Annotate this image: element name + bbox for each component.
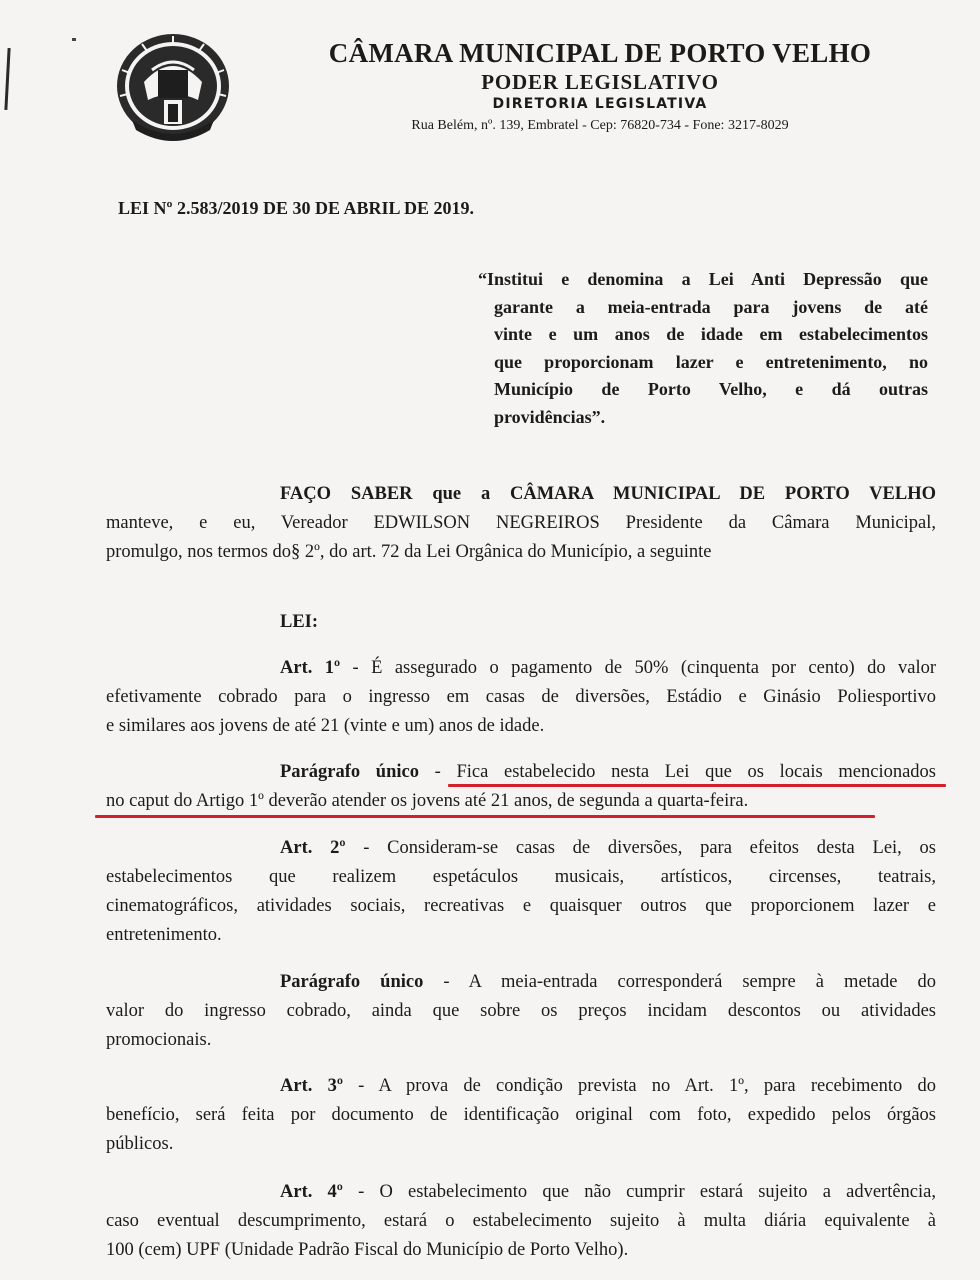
article-4 bbox=[106, 1178, 936, 1265]
paragraph-label: Parágrafo único bbox=[280, 972, 424, 992]
red-underline bbox=[95, 815, 875, 818]
institution-title: CÂMARA MUNICIPAL DE PORTO VELHO bbox=[328, 38, 872, 68]
article-1-paragraph bbox=[106, 758, 936, 816]
preamble-lead: FAÇO SABER que a CÂMARA MUNICIPAL DE PORTO VELHO bbox=[280, 484, 936, 504]
institution-subtitle: PODER LEGISLATIVO bbox=[481, 70, 719, 94]
article-text: - O estabelecimento que não cumprir estará sujeito a advertência, bbox=[342, 1182, 936, 1202]
article-line: benefício, será feita por documento de identificação original com foto, expedido pelos órgãos bbox=[106, 1105, 936, 1125]
article-line: efetivamente cobrado para o ingresso em casas de diversões, Estádio e Ginásio Poliesportivo bbox=[106, 687, 936, 707]
paragraph-line: promocionais. bbox=[106, 1030, 212, 1050]
law-summary bbox=[478, 266, 928, 431]
article-label: Art. 1º bbox=[280, 658, 341, 678]
article-line: caso eventual descumprimento, estará o estabelecimento sujeito à multa diária equivalente à bbox=[106, 1211, 936, 1231]
article-line: estabelecimentos que realizem espetáculos musicais, artísticos, circenses, teatrais, bbox=[106, 867, 936, 887]
paragraph-label: Parágrafo único bbox=[280, 762, 419, 782]
paragraph-text: - Fica estabelecido nesta Lei que os locais mencionados bbox=[418, 762, 937, 782]
red-underline bbox=[448, 784, 946, 787]
article-text: - É assegurado o pagamento de 50% (cinquenta por cento) do valor bbox=[340, 658, 936, 678]
preamble-line: promulgo, nos termos do§ 2º, do art. 72 da Lei Orgânica do Município, a seguinte bbox=[106, 542, 712, 562]
lei-heading: LEI: bbox=[280, 612, 319, 632]
article-line: públicos. bbox=[106, 1134, 174, 1154]
article-2-paragraph bbox=[106, 968, 936, 1055]
summary-line: providências”. bbox=[494, 406, 606, 427]
preamble bbox=[106, 480, 936, 567]
paragraph-line: no caput do Artigo 1º deverão atender os jovens até 21 anos, de segunda a quarta-feira. bbox=[106, 791, 749, 811]
article-3 bbox=[106, 1072, 936, 1159]
paragraph-line: valor do ingresso cobrado, ainda que sobre os preços incidam descontos ou atividades bbox=[106, 1001, 936, 1021]
article-label: Art. 3º bbox=[280, 1076, 343, 1096]
summary-line: vinte e um anos de idade em estabelecimentos bbox=[494, 324, 928, 344]
article-line: e similares aos jovens de até 21 (vinte e um) anos de idade. bbox=[106, 716, 545, 736]
scan-artifact-dot bbox=[72, 38, 76, 41]
institution-address: Rua Belém, nº. 139, Embratel - Cep: 76820-734 - Fone: 3217-8029 bbox=[411, 118, 789, 133]
summary-line: que proporcionam lazer e entretenimento, no bbox=[494, 351, 928, 372]
article-text: - A prova de condição prevista no Art. 1º, para recebimento do bbox=[342, 1076, 936, 1096]
article-label: Art. 2º bbox=[280, 838, 346, 858]
article-1 bbox=[106, 654, 936, 741]
article-line: 100 (cem) UPF (Unidade Padrão Fiscal do Município de Porto Velho). bbox=[106, 1240, 629, 1260]
article-2 bbox=[106, 834, 936, 950]
article-label: Art. 4º bbox=[280, 1182, 343, 1202]
article-line: entretenimento. bbox=[106, 925, 222, 945]
summary-line: “Institui e denomina a Lei Anti Depressão que bbox=[478, 269, 928, 289]
article-text: - Consideram-se casas de diversões, para efeitos desta Lei, os bbox=[345, 838, 936, 858]
directorate-label: DIRETORIA LEGISLATIVA bbox=[492, 96, 708, 112]
article-line: cinematográficos, atividades sociais, recreativas e quaisquer outros que proporcionem lazer e bbox=[106, 896, 936, 916]
law-title: LEI Nº 2.583/2019 DE 30 DE ABRIL DE 2019. bbox=[118, 198, 475, 218]
paragraph-text: - A meia-entrada corresponderá sempre à metade do bbox=[423, 972, 937, 992]
summary-line: Município de Porto Velho, e dá outras bbox=[494, 379, 928, 399]
scan-artifact-mark bbox=[4, 48, 10, 110]
summary-line: garante a meia-entrada para jovens de até bbox=[494, 296, 928, 317]
municipal-seal-icon bbox=[112, 30, 234, 146]
preamble-line: manteve, e eu, Vereador EDWILSON NEGREIROS Presidente da Câmara Municipal, bbox=[106, 513, 936, 533]
